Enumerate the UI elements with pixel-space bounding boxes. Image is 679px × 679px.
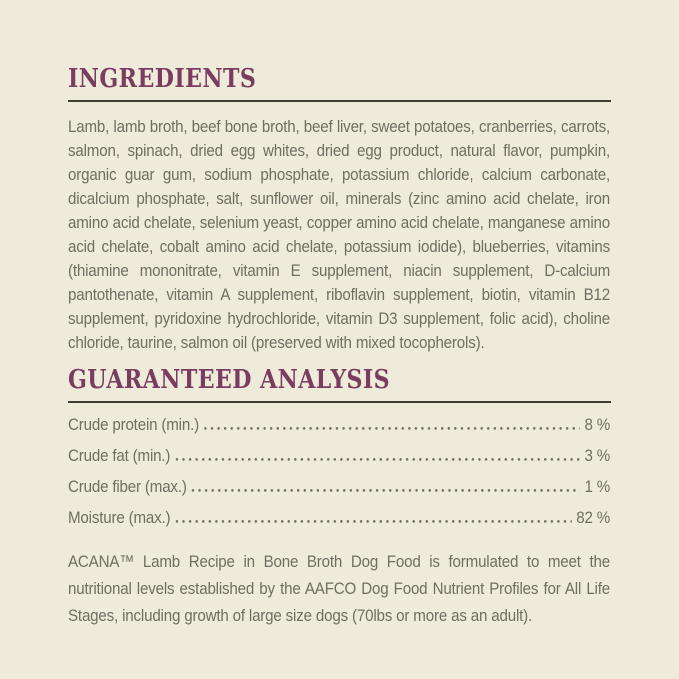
analysis-row-crude-fiber	[68, 477, 610, 508]
analysis-label: Crude protein (min.)	[68, 415, 199, 434]
ingredients-text: Lamb, lamb broth, beef bone broth, beef liver, sweet potatoes, cranberries, carrots, salmon, spinach, dried egg whites, dried egg product, natural flavor, pumpkin, organic guar gum, sodium phosphate, potassium chloride, calcium carbonate, dicalcium phosphate, salt, sunflower oil, minerals (zinc amino acid chelate, iron amino acid chelate, selenium yeast, copper amino acid chelate, manganese amino acid chelate, cobalt amino acid chelate, potassium iodide), blueberries, vitamins (thiamine mononitrate, vitamin E supplement, niacin supplement, D-calcium pantothenate, vitamin A supplement, riboflavin supplement, biotin, vitamin B12 supplement, pyridoxine hydrochloride, vitamin D3 supplement, folic acid), choline chloride, taurine, salmon oil (preserved with mixed tocopherols).	[68, 117, 611, 352]
analysis-value: 3 %	[584, 446, 611, 465]
dot-leader	[176, 458, 580, 461]
dot-leader	[192, 489, 580, 492]
analysis-label: Moisture (max.)	[68, 508, 171, 527]
analysis-row-moisture	[68, 508, 610, 539]
analysis-value: 82 %	[576, 508, 611, 527]
ingredients-divider	[68, 100, 611, 102]
analysis-value: 1 %	[584, 477, 611, 496]
dot-leader	[204, 427, 580, 430]
analysis-label: Crude fat (min.)	[68, 446, 171, 465]
ingredients-heading: INGREDIENTS	[68, 64, 257, 94]
analysis-label: Crude fiber (max.)	[68, 477, 187, 496]
dot-leader	[176, 520, 572, 523]
analysis-value: 8 %	[584, 415, 611, 434]
aafco-statement: ACANA™ Lamb Recipe in Bone Broth Dog Food is formulated to meet the nutritional levels established by the AAFCO Dog Food Nutrient Profiles for All Life Stages, including growth of large size dogs (70lbs or more as an adult).	[68, 552, 611, 625]
analysis-row-crude-protein	[68, 415, 610, 446]
guaranteed-analysis-table	[68, 415, 610, 539]
guaranteed-analysis-divider	[68, 401, 611, 403]
analysis-row-crude-fat	[68, 446, 610, 477]
guaranteed-analysis-heading: GUARANTEED ANALYSIS	[68, 365, 391, 395]
